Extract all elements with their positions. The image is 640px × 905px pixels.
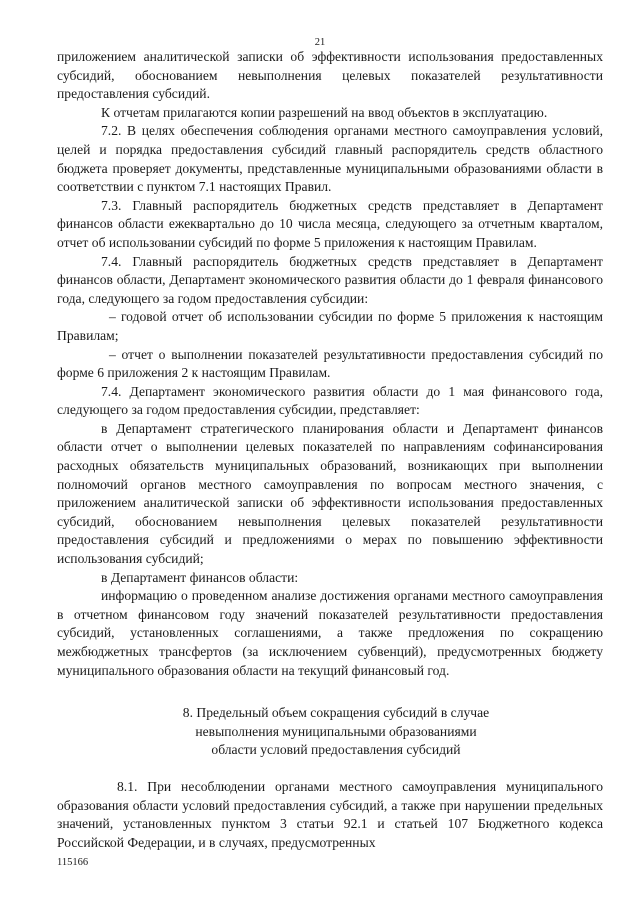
paragraph-8-1: 8.1. При несоблюдении органами местного самоуправления муниципального образования области условий предоставления субсидий, а также при нарушении предельных значений, установленных пунктом 3 статьи 92.1 и статьей 107 Бюджетного кодекса Российской Федерации, и в случаях, предусмотренных xyxy=(57,779,603,850)
document-body xyxy=(57,48,603,680)
paragraph-analysis-info: информацию о проведенном анализе достижения органами местного самоуправления в отчетном финансовом году значений показателей результативности предоставления субсидий, установленных соглашениями, а также предложения по сокращению межбюджетных трансфертов (за исключением субвенций), предусмотренных бюджету муниципального образования области на текущий финансовый год. xyxy=(57,588,603,678)
paragraph-strategic-planning: в Департамент стратегического планирования области и Департамент финансов области отчет о выполнении целевых показателей по направлениям софинансирования расходных обязательств муниципальных образований, возникающих при выполнении полномочий органов местного самоуправления по вопросам местного значения, с приложением аналитической записки об эффективности использования предоставленных субсидий, обоснованием невыполнения целевых показателей результативности предоставления субсидий и предложениями о мерах по повышению эффективности использования субсидий; xyxy=(57,420,603,567)
list-item-annual-report: – годовой отчет об использовании субсидии по форме 5 приложения к настоящим Правилам; xyxy=(57,309,603,343)
paragraph-7-2: 7.2. В целях обеспечения соблюдения органами местного самоуправления условий, целей и порядка предоставления субсидий главный распорядитель средств областного бюджета проверяет документы, представленные муниципальными образованиями области в соответствии с пунктом 7.1 настоящих Правил. xyxy=(57,123,603,195)
paragraph-continuation: приложением аналитической записки об эффективности использования предоставленных субсидий, обоснованием невыполнения целевых показателей результативности предоставления субсидий. xyxy=(57,49,603,102)
document-code: 115166 xyxy=(57,857,89,868)
section-body xyxy=(57,778,603,852)
section-heading xyxy=(0,704,640,760)
paragraph-finance-dept: в Департамент финансов области: xyxy=(101,569,299,585)
page-number: 21 xyxy=(314,37,326,48)
section-heading-line: невыполнения муниципальными образованиями xyxy=(195,723,477,739)
list-item-performance-report: – отчет о выполнении показателей результативности предоставления субсидий по форме 6 приложения 2 к настоящим Правилам. xyxy=(57,346,603,381)
section-heading-line: области условий предоставления субсидий xyxy=(211,742,461,758)
paragraph-7-4-economic: 7.4. Департамент экономического развития области до 1 мая финансового года, следующего за годом предоставления субсидии, представляет: xyxy=(57,383,603,418)
section-heading-line: 8. Предельный объем сокращения субсидий в случае xyxy=(182,705,490,720)
paragraph-7-3: 7.3. Главный распорядитель бюджетных средств представляет в Департамент финансов области ежеквартально до 10 числа месяца, следующего за отчетным кварталом, отчет об использовании субсидий по форме 5 приложения к настоящим Правилам. xyxy=(57,197,603,250)
paragraph-attachments: К отчетам прилагаются копии разрешений на ввод объектов в эксплуатацию. xyxy=(101,104,548,120)
paragraph-7-4-main: 7.4. Главный распорядитель бюджетных средств представляет в Департамент финансов области, Департамент экономического развития области до 1 февраля финансового года, следующего за годом предоставления субсидии: xyxy=(57,253,603,306)
